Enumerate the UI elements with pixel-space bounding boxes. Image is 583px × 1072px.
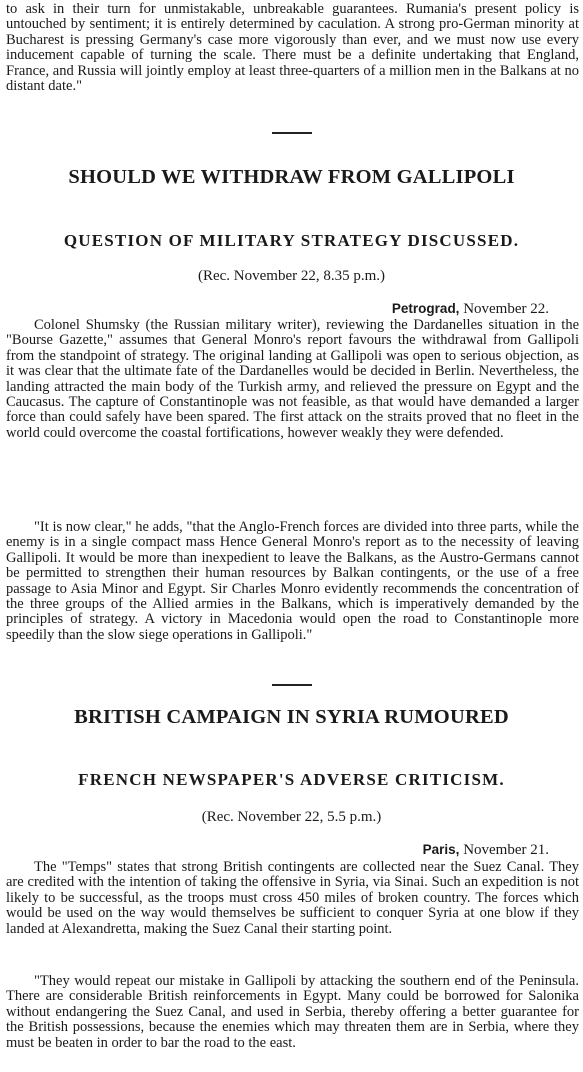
article2-headline: BRITISH CAMPAIGN IN SYRIA RUMOURED <box>74 706 509 728</box>
article2-paragraph: The "Temps" states that strong British contingents are collected near the Suez Canal. They are credited with the intention of taking the offensive in Syria, via Sinai. Such an expedition is not likely to be successful, as the troops must cross 450 miles of broken country. The forces which would be used on the way would themselves be sufficient to conquer Syria at one blow if they landed at Alexandretta, making the Suez Canal their starting point. <box>6 859 579 937</box>
article2-place: Paris, <box>422 842 460 857</box>
intro-paragraph: to ask in their turn for unmistakable, unbreakable guarantees. Rumania's present policy is untouched by sentiment; it is entirely determined by caculation. A strong pro-German minority at Bucharest is pressing Germany's case more vigorously than ever, and we must now use every inducement capable of turning the scale. There must be a definite undertaking that England, France, and Russia will jointly employ at least three-quarters of a million men in the Balkans at no distant date." <box>6 1 579 95</box>
article1-headline: SHOULD WE WITHDRAW FROM GALLIPOLI <box>68 166 515 188</box>
section-divider <box>272 684 312 686</box>
article1-subhead: QUESTION OF MILITARY STRATEGY DISCUSSED. <box>63 231 520 250</box>
article2-received-time: (Rec. November 22, 5.5 p.m.) <box>201 809 382 825</box>
article1-place: Petrograd, <box>391 301 460 316</box>
section-divider <box>272 132 312 134</box>
article2-dateline <box>423 842 549 859</box>
article2-subhead: FRENCH NEWSPAPER'S ADVERSE CRITICISM. <box>78 770 505 789</box>
article1-received-time: (Rec. November 22, 8.35 p.m.) <box>197 268 386 284</box>
article1-date: November 22. <box>463 301 549 317</box>
article2-paragraph: "They would repeat our mistake in Gallipoli by attacking the southern end of the Peninsula. There are considerable British reinforcements in Egypt. Many could be borrowed for Salonika without endangering the Suez Canal, and used in Serbia, thereby offering a better guarantee for the British possessions, because the enemies which may threaten them are in Serbia, where they must be beaten in order to bar the road to the east. <box>6 973 579 1051</box>
article1-dateline <box>392 301 549 318</box>
article1-paragraph: Colonel Shumsky (the Russian military writer), reviewing the Dardanelles situation in the "Bourse Gazette," assumes that General Monro's report favours the withdrawal from Gallipoli from the standpoint of strategy. The original landing at Gallipoli was open to serious objection, as it was clear that the ultimate fate of the Dardanelles would be decided in Berlin. Nevertheless, the landing attracted the main body of the Turkish army, and relieved the pressure on Egypt and the Caucasus. The capture of Constantinople was not feasible, as that would have demanded a larger force than could safely have been spared. The first attack on the straits proved that no fleet in the world could overcome the coastal fortifications, however weakly they were defended. <box>6 317 579 441</box>
article1-paragraph: "It is now clear," he adds, "that the Anglo-French forces are divided into three parts, while the enemy is in a single compact mass Hence General Monro's report as to the necessity of leaving Gallipoli. It would be more than inexpedient to leave the Balkans, as the Austro-Germans cannot be permitted to strengthen their human resources by Balkan contingents, or the use of a free passage to Asia Minor and Egypt. Sir Charles Monro evidently recommends the concentration of the three groups of the Allied armies in the Balkans, which is imperatively demanded by the principles of strategy. A victory in Macedonia would open the road to Constantinople more speedily than the slow siege operations in Gallipoli." <box>6 519 579 643</box>
article2-date: November 21. <box>463 842 549 858</box>
